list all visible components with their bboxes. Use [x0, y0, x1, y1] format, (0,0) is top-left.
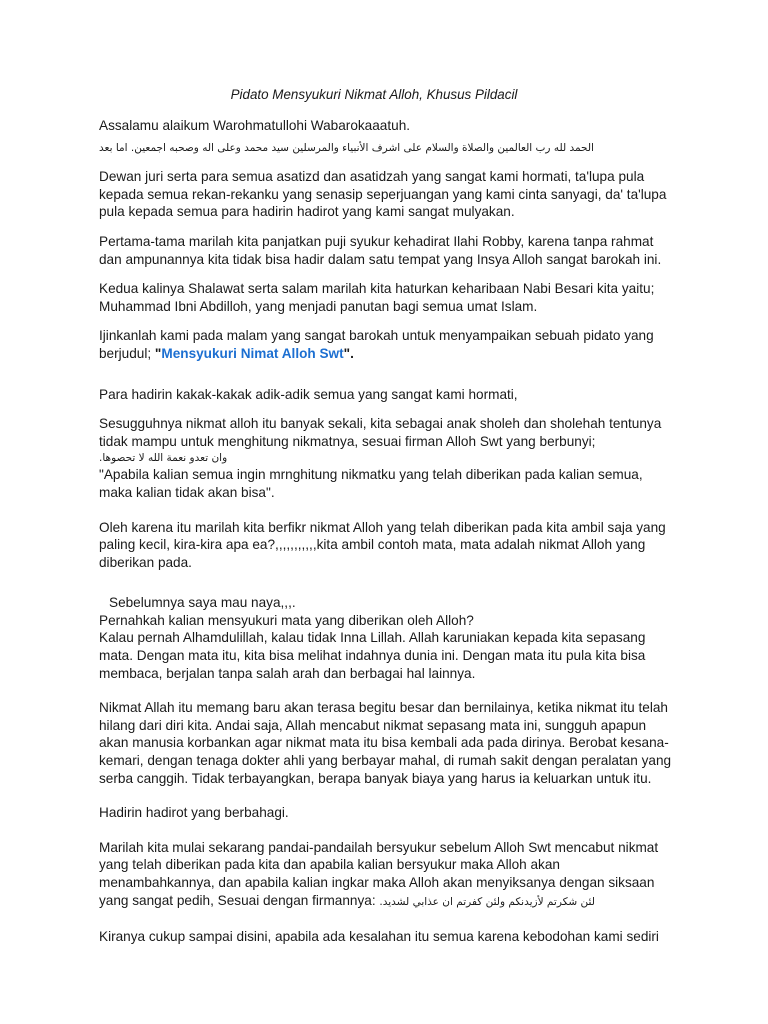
speech-topic-highlight: Mensyukuri Nimat Alloh Swt: [161, 345, 344, 361]
paragraph-blessings: Sesugguhnya nikmat alloh itu banyak sekali, kita sebagai anak sholeh dan sholehah tentunya tidak mampu untuk menghitung nikmatnya, sesuai firman Alloh Swt yang berbunyi;: [99, 416, 662, 449]
paragraph-introduction: [99, 327, 674, 362]
document-page: [99, 86, 674, 946]
arabic-opening: الحمد لله رب العالمين والصلاة والسلام على اشرف الأنبياء والمرسلين سيد محمد وعلى اله وصحبه اجمعين. اما بعد: [99, 142, 594, 155]
paragraph-audience-address: Hadirin hadirot yang berbahagi.: [99, 805, 289, 821]
paragraph-eyes-example: Oleh karena itu marilah kita berfikr nikmat Alloh yang telah diberikan pada kita ambil saja yang paling kecil, kira-kira apa ea?,,,,,,,,,,,kita ambil contoh mata, mata adalah nikmat Alloh yang diberikan pada.: [99, 519, 666, 570]
intro-text: Ijinkanlah kami pada malam yang sangat barokah untuk menyampaikan sebuah pidato yang berjudul;: [99, 328, 654, 361]
paragraph-verse-translation: "Apabila kalian semua ingin mrnghitung nikmatku yang telah diberikan pada kalian semua, maka kalian tidak akan bisa".: [99, 467, 643, 500]
document-title: Pidato Mensyukuri Nikmat Alloh, Khusus Pildacil: [230, 87, 518, 102]
gratitude-text: Marilah kita mulai sekarang pandai-pandailah bersyukur sebelum Alloh Swt mencabut nikmat yang telah diberikan pada kita dan apabila kalian bersyukur maka Alloh akan menambahkannya, dan apabila kalian ingkar maka Alloh akan menyiksanya dengan siksaan yang sangat pedih, Sesuai dengan firmannya:: [99, 839, 659, 908]
quote-open: ": [154, 345, 162, 361]
paragraph-question: Pernahkah kalian mensyukuri mata yang diberikan oleh Alloh?: [99, 612, 474, 628]
paragraph-salutation: Dewan juri serta para semua asatizd dan asatidzah yang sangat kami hormati, ta'lupa pula kepada semua rekan-rekanku yang senasip seperjuangan yang kami cinta sanyagi, da' ta'lupa pula kepada semua para hadirin hadirot yang kami sangat mulyakan.: [99, 169, 667, 220]
paragraph-gift-of-sight: Kalau pernah Alhamdulillah, kalau tidak Inna Lillah. Allah karuniakan kepada kita sepasang mata. Dengan mata itu, kita bisa melihat indahnya dunia ini. Dengan mata itu pula kita bisa membaca, berjalan tanpa salah arah dan berbagai hal lainnya.: [99, 630, 646, 681]
arabic-verse-gratitude: لئن شكرتم لأزيدنكم ولئن كفرتم ان عذابي لشديد.: [379, 895, 595, 908]
paragraph-gratitude: Pertama-tama marilah kita panjatkan puji syukur kehadirat Ilahi Robby, karena tanpa rahmat dan ampunannya kita tidak bisa hadir dalam satu tempat yang Insya Alloh sangat barokah ini.: [99, 233, 662, 267]
arabic-verse-count-blessings: وان تعدو نعمة الله لا تحصوها.: [99, 452, 228, 465]
paragraph-call-to-gratitude: [99, 839, 674, 911]
quote-close: ".: [343, 345, 354, 361]
paragraph-closing: Kiranya cukup sampai disini, apabila ada kesalahan itu semua karena kebodohan kami sediri: [99, 929, 659, 945]
paragraph-value-of-blessing: Nikmat Allah itu memang baru akan terasa begitu besar dan bernilainya, ketika nikmat itu telah hilang dari diri kita. Andai saja, Allah mencabut nikmat sepasang mata ini, sungguh apapun akan manusia korbankan agar nikmat mata itu bisa kembali ada pada dirinya. Berobat kesana-kemari, dengan tenaga dokter ahli yang berbayar mahal, di rumah sakit dengan peralatan yang serba canggih. Tidak terbayangkan, berapa banyak biaya yang harus ia keluarkan untuk itu.: [99, 700, 672, 786]
greeting: Assalamu alaikum Warohmatullohi Wabarokaaatuh.: [99, 117, 411, 133]
paragraph-question-intro: Sebelumnya saya mau naya,,,.: [109, 595, 296, 611]
paragraph-audience-greeting: Para hadirin kakak-kakak adik-adik semua yang sangat kami hormati,: [99, 386, 518, 402]
paragraph-shalawat: Kedua kalinya Shalawat serta salam marilah kita haturkan keharibaan Nabi Besari kita yaitu; Muhammad Ibni Abdilloh, yang menjadi panutan bagi semua umat Islam.: [99, 281, 655, 314]
